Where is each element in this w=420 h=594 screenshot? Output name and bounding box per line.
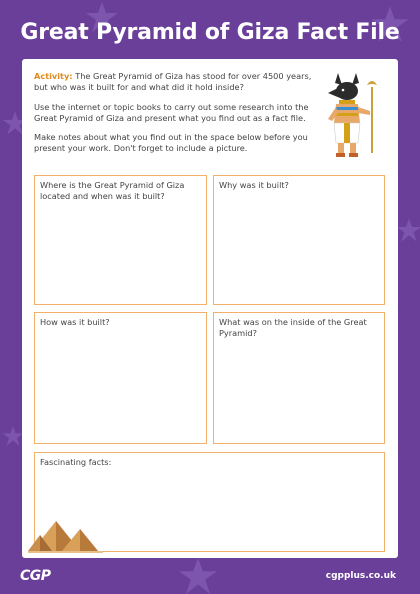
- inside-box[interactable]: [213, 312, 385, 444]
- website-url[interactable]: cgpplus.co.uk: [325, 571, 396, 581]
- star-decoration-icon: [175, 558, 221, 594]
- facts-label: Fascinating facts:: [40, 457, 112, 467]
- inside-question: What was on the inside of the Great Pyramid?: [219, 317, 367, 338]
- how-box[interactable]: [34, 312, 207, 444]
- how-question: How was it built?: [40, 317, 110, 327]
- cgp-logo: CGP: [20, 568, 51, 584]
- notes-paragraph: Make notes about what you find out in the space below before you present your work. Don't forget to include a picture.: [34, 132, 308, 154]
- star-decoration-icon: [396, 215, 420, 245]
- activity-label: Activity:: [34, 71, 73, 81]
- pyramids-illustration-icon: [28, 519, 103, 553]
- where-question: Where is the Great Pyramid of Giza located and when was it built?: [40, 180, 185, 201]
- activity-paragraph: [34, 71, 324, 94]
- why-box[interactable]: [213, 175, 385, 305]
- activity-text: The Great Pyramid of Giza has stood for over 4500 years, but who was it built for and what did it hold inside?: [34, 71, 312, 93]
- why-question: Why was it built?: [219, 180, 289, 190]
- intro-text: [34, 71, 324, 163]
- worksheet: [22, 59, 398, 558]
- anubis-figure-icon: [322, 71, 382, 163]
- star-decoration-icon: [2, 425, 24, 447]
- research-paragraph: Use the internet or topic books to carry out some research into the Great Pyramid of Giza and present what you find out as a fact file.: [34, 101, 309, 123]
- page-title: Great Pyramid of Giza Fact File: [20, 20, 400, 45]
- where-box[interactable]: [34, 175, 207, 305]
